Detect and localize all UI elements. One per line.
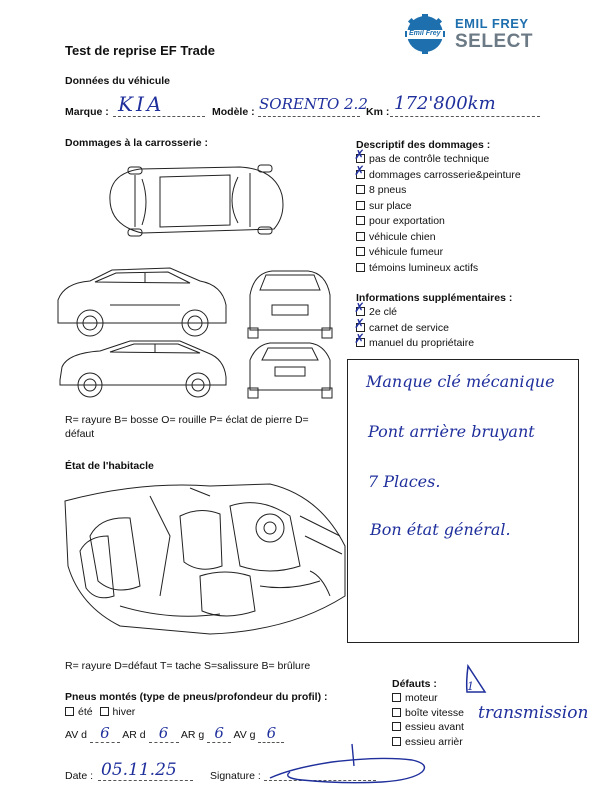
checkbox[interactable] — [356, 185, 365, 194]
damage-item[interactable]: pour exportation — [356, 215, 521, 231]
note-line: 7 Places. — [368, 472, 441, 491]
winter-checkbox[interactable] — [100, 707, 109, 716]
checkbox[interactable] — [392, 722, 401, 731]
car-side-view-left — [58, 268, 226, 336]
checkbox[interactable] — [392, 708, 401, 717]
vehicle-data-heading: Données du véhicule — [65, 75, 171, 87]
logo-line1: EMIL FREY — [455, 16, 529, 31]
car-top-view — [110, 165, 283, 236]
checkbox[interactable] — [356, 201, 365, 210]
defect-item[interactable]: essieu arrièr — [392, 736, 464, 751]
date-label: Date : — [65, 770, 94, 782]
defect-item[interactable]: essieu avant — [392, 721, 464, 736]
checkbox[interactable] — [356, 323, 365, 332]
damage-item[interactable]: 8 pneus — [356, 184, 521, 200]
note-line: Bon état général. — [370, 520, 511, 539]
checkbox[interactable] — [356, 232, 365, 241]
form-title: Test de reprise EF Trade — [65, 43, 216, 58]
extra-item[interactable]: ✗carnet de service — [356, 322, 474, 338]
checkbox[interactable] — [356, 247, 365, 256]
damage-item[interactable]: véhicule chien — [356, 231, 521, 247]
tyre-av-d-field[interactable]: 6 — [90, 724, 120, 743]
checkbox[interactable] — [356, 307, 365, 316]
signature-image — [262, 738, 432, 788]
body-damage-heading: Dommages à la carrosserie : — [65, 137, 208, 149]
interior-legend: R= rayure D=défaut T= tache S=salissure B= brûlure — [65, 660, 311, 672]
damage-item[interactable]: témoins lumineux actifs — [356, 262, 521, 278]
defects-heading: Défauts : — [392, 678, 437, 690]
interior-heading: État de l'habitacle — [65, 460, 154, 472]
extra-info-heading: Informations supplémentaires : — [356, 292, 513, 304]
logo-badge-text: Emil Frey — [409, 30, 441, 37]
car-rear-view — [248, 343, 332, 398]
summer-checkbox[interactable] — [65, 707, 74, 716]
model-value: SORENTO 2.2 — [259, 95, 368, 113]
date-value: 05.11.25 — [101, 760, 177, 780]
body-damage-legend: R= rayure B= bosse O= rouille P= éclat de pierre D= défaut — [65, 414, 309, 440]
km-value: 172'800km — [394, 93, 496, 114]
checkbox[interactable] — [356, 154, 365, 163]
car-diagrams[interactable] — [50, 155, 340, 405]
damage-desc-list — [356, 153, 521, 277]
tyre-av-g-field[interactable]: 6 — [258, 724, 284, 743]
extra-info-list — [356, 306, 474, 353]
note-line: Pont arrière bruyant — [368, 422, 535, 441]
damage-item[interactable]: ✗pas de contrôle technique — [356, 153, 521, 169]
checkbox[interactable] — [356, 216, 365, 225]
tyre-depth-row: AV d 6 AR d 6 AR g 6 AV g 6 — [65, 724, 284, 743]
checkbox[interactable] — [392, 693, 401, 702]
damage-item[interactable]: sur place — [356, 200, 521, 216]
tyre-season-row: été hiver — [65, 706, 135, 718]
damage-item[interactable]: véhicule fumeur — [356, 246, 521, 262]
tyres-heading: Pneus montés (type de pneus/profondeur du profil) : — [65, 691, 328, 703]
signature-label: Signature : — [210, 770, 261, 782]
defect-item[interactable]: boîte vitesse — [392, 707, 464, 722]
damage-item[interactable]: ✗dommages carrosserie&peinture — [356, 169, 521, 185]
note-line: Manque clé mécanique — [366, 372, 555, 391]
make-value: KIA — [118, 92, 165, 116]
defect-item[interactable]: moteur — [392, 692, 464, 707]
km-label: Km : — [366, 106, 390, 118]
tyre-ar-d-field[interactable]: 6 — [149, 724, 179, 743]
model-label: Modèle : — [212, 106, 255, 118]
checkbox[interactable] — [356, 263, 365, 272]
notes-box[interactable] — [347, 359, 579, 643]
brand-logo — [403, 14, 533, 56]
interior-diagram[interactable] — [60, 476, 350, 646]
tyre-ar-g-field[interactable]: 6 — [207, 724, 231, 743]
extra-item[interactable]: ✗2e clé — [356, 306, 474, 322]
car-front-view — [248, 271, 332, 338]
extra-item[interactable]: ✗manuel du propriétaire — [356, 337, 474, 353]
defect-mark: 1 — [467, 680, 474, 693]
make-label: Marque : — [65, 106, 109, 118]
checkbox[interactable] — [356, 170, 365, 179]
logo-line2: SELECT — [455, 31, 533, 52]
checkbox[interactable] — [356, 338, 365, 347]
warning-triangle-mark — [462, 662, 488, 696]
car-side-view-right — [60, 341, 226, 397]
damage-desc-heading: Descriptif des dommages : — [356, 139, 491, 151]
defect-handwritten: transmission — [478, 703, 589, 723]
